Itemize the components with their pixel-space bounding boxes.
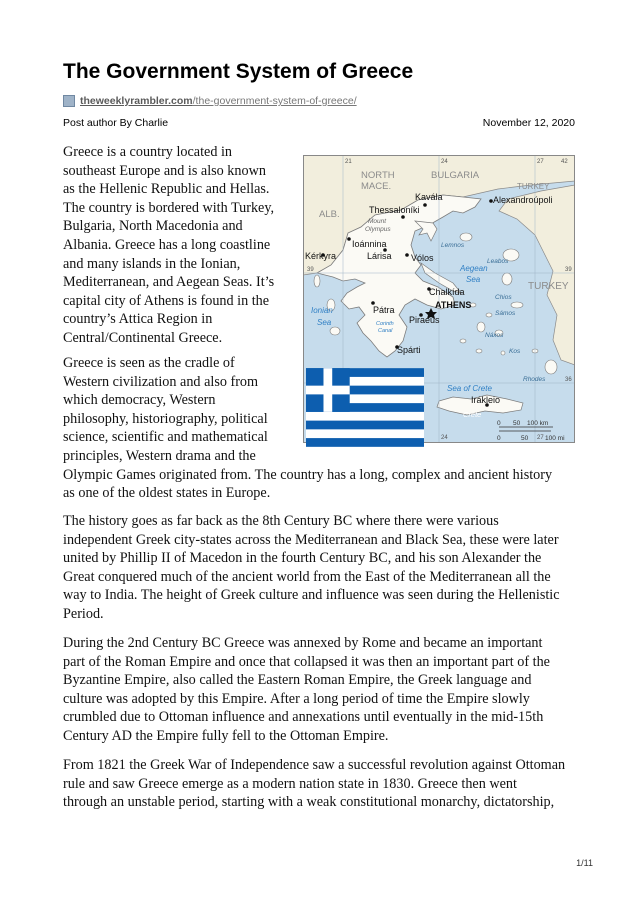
favicon-icon [63, 95, 75, 107]
text-line: Greece is seen as the cradle of [63, 355, 235, 371]
source-domain[interactable]: theweeklyrambler.com [80, 95, 193, 107]
grid-label: 21 [345, 159, 352, 165]
page-number: 1/11 [576, 858, 593, 868]
scale-label: 0 [497, 435, 501, 442]
text-line: Bulgaria, North Macedonia and [63, 218, 243, 235]
map-island-label: Crete [463, 410, 482, 419]
map-sea-label: Sea of Crete [447, 384, 492, 393]
map-country-label: TURKEY [528, 281, 569, 292]
map-capital-label: ATHENS [435, 300, 472, 310]
map-feature-label: Mount [368, 218, 387, 225]
paragraph [63, 143, 274, 348]
map-feature-label: Corinth [376, 321, 394, 327]
text-line: science, scientific and mathematical [63, 429, 268, 446]
scale-label: 0 [497, 420, 501, 427]
map-sea-label: Ionian [311, 306, 333, 315]
map-feature-label: Canal [378, 328, 393, 334]
text-line: Greece is a country located in [63, 144, 232, 160]
grid-label: 39 [307, 267, 314, 273]
map-island-label: Leabos [487, 258, 509, 265]
map-city-label: Kavála [415, 192, 443, 202]
source-link[interactable] [63, 95, 357, 107]
map-city-label: Thessaloníki [369, 205, 420, 215]
map-city-label: Ioánnina [352, 239, 387, 249]
grid-label: 39 [565, 267, 572, 273]
text-line: The country is bordered with Turkey, [63, 199, 275, 216]
source-path[interactable]: /the-government-system-of-greece/ [192, 95, 357, 107]
text-line: through an unstable period, starting with a weak constitutional monarchy, dictatorship, [63, 794, 555, 811]
paragraph [63, 634, 550, 746]
scale-label: 50 [513, 420, 521, 427]
text-line: crumbled due to Ottoman influence and annexations until eventually in the mid-15th [63, 709, 544, 726]
text-line: and many islands in the Ionian, [63, 255, 241, 272]
paragraph [63, 756, 565, 812]
text-line: way to India. The height of Greek culture and influence was seen during the Hellenistic [63, 587, 560, 604]
post-date: November 12, 2020 [482, 117, 575, 129]
map-island-label: Chios [495, 294, 512, 301]
grid-label: 24 [441, 159, 448, 165]
map-city-label: Alexandroúpoli [493, 195, 553, 205]
text-line: country’s Attica Region in [63, 311, 213, 328]
post-author: Post author By Charlie [63, 117, 169, 129]
text-line: From 1821 the Greek War of Independence saw a successful revolution against Ottoman [63, 757, 566, 773]
map-city-label: Irákleio [471, 395, 501, 405]
text-line: Albania. Greece has a long coastline [63, 236, 271, 253]
text-line: The history goes as far back as the 8th Century BC where there were various [63, 513, 499, 529]
grid-label: 27 [537, 435, 544, 441]
map-city-label: Lárisa [367, 251, 392, 261]
text-line: Byzantine Empire, also called the Eastern Roman Empire, the Greek language and [63, 672, 532, 689]
map-island-label: Sámos [495, 310, 516, 317]
grid-label: 42 [561, 159, 568, 165]
scale-label: 50 [521, 435, 529, 442]
map-city-label: Kérkyra [305, 251, 337, 261]
map-island-label: Rhodes [523, 376, 546, 383]
text-line: philosophy, historiography, political [63, 410, 268, 427]
text-line: as one of the oldest states in Europe. [63, 485, 271, 502]
map-island-label: Lemnos [441, 242, 465, 249]
map-country-label: MACE. [361, 181, 392, 192]
text-line: During the 2nd Century BC Greece was annexed by Rome and became an important [63, 635, 543, 651]
article-title: The Government System of Greece [63, 60, 414, 83]
text-line: Olympic Games originated from. The country has a long, complex and ancient history [63, 466, 553, 483]
map-country-label: BULGARIA [431, 170, 480, 181]
text-line: Century AD the Empire fully fell to the Ottoman Empire. [63, 727, 389, 744]
map-sea-label: Aegean [460, 264, 488, 273]
text-line: capital city of Athens is found in the [63, 292, 270, 309]
text-line: Great conquered much of the ancient world from the East of the Mediterranean all the [63, 568, 551, 585]
grid-label: 36 [565, 377, 572, 383]
text-line: Period. [63, 605, 104, 622]
text-line: part of the Roman Empire and once that collapsed it was then an important part of the [63, 653, 550, 670]
text-line: southeast Europe and is also known [63, 162, 266, 179]
map-sea-label: Sea [317, 318, 332, 327]
text-line: united by Phillip II of Macedon in the fourth Century BC, and his son Alexander the [63, 550, 542, 567]
grid-label: 27 [537, 159, 544, 165]
map-sea-label: Sea [466, 275, 481, 284]
text-line: rule and saw Greece emerge as a modern nation state in 1830. Greece then went [63, 775, 517, 792]
scale-label: 100 km [527, 420, 549, 427]
paragraph [63, 512, 560, 624]
text-line: culture was adopted by this Empire. After a long period of time the Empire slowly [63, 690, 530, 707]
text-line: principles, Western drama and the [63, 447, 256, 464]
map-country-label: NORTH [361, 170, 395, 181]
text-line: which democracy, Western [63, 392, 216, 409]
scale-label: 100 mi [545, 435, 565, 442]
map-city-label: Spárti [397, 345, 421, 355]
grid-label: 24 [441, 435, 448, 441]
map-island-label: Náxos [485, 332, 504, 339]
text-line: independent Greek city-states across the Mediterranean and Black Sea, these were later [63, 531, 559, 548]
text-line: as the Hellenic Republic and Hellas. [63, 181, 270, 198]
text-line: Mediterranean, and Aegean Seas. It’s [63, 274, 275, 291]
text-line: Western civilization and also from [63, 373, 259, 390]
map-city-label: Piraeus [409, 315, 440, 325]
map-country-label: TURKEY [517, 182, 550, 191]
map-feature-label: Olympus [365, 226, 391, 233]
map-city-label: Pátra [373, 305, 395, 315]
map-country-label: ALB. [319, 209, 340, 220]
map-city-label: Vólos [411, 253, 434, 263]
map-city-label: Chalkída [429, 287, 465, 297]
map-island-label: Kos [509, 348, 521, 355]
text-line: Central/Continental Greece. [63, 329, 223, 346]
paragraph [63, 354, 552, 503]
